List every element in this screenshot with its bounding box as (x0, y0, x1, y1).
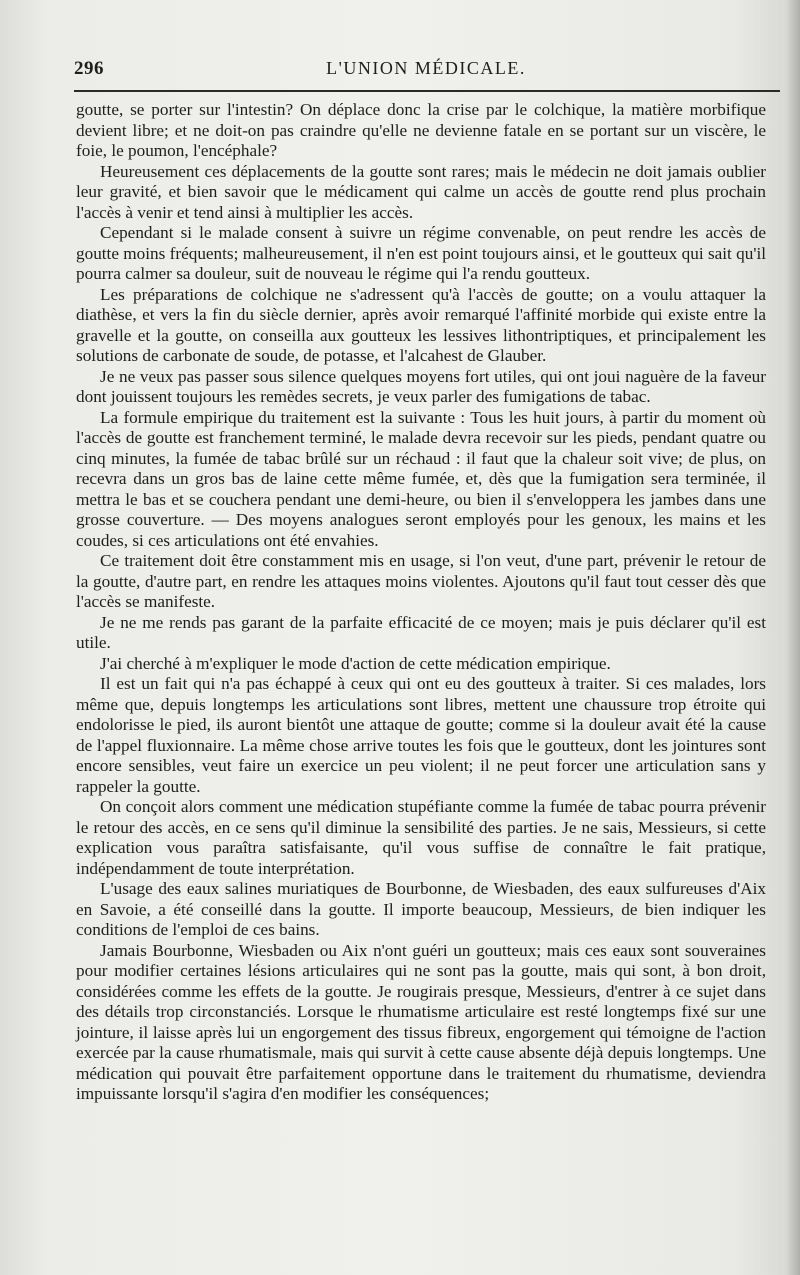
paragraph: Il est un fait qui n'a pas échappé à ceux qui ont eu des goutteux à traiter. Si ces malades, lors même que, depuis longtemps les articulations sont libres, mettent une chaussure trop étroite qui endolorisse le pied, ils auront bientôt une attaque de goutte; comme si la douleur avait été la cause de l'appel fluxionnaire. La même chose arrive toutes les fois que le goutteux, dont les jointures sont encore sensibles, veut faire un exercice un peu violent; il ne peut forcer une articulation sans y rappeler la goutte. (76, 674, 766, 796)
paragraph: Jamais Bourbonne, Wiesbaden ou Aix n'ont guéri un goutteux; mais ces eaux sont souveraines pour modifier certaines lésions articulaires qui ne sont pas la goutte, mais qui sont, à bon droit, considérées comme les effets de la goutte. Je rougirais presque, Messieurs, d'entrer à ce sujet dans des détails trop circonstanciés. Lorsque le rhumatisme articulaire est resté longtemps fixé sur une jointure, il laisse après lui un engorgement des tissus fibreux, engorgement qui témoigne de l'action exercée par la cause rhumatismale, mais qui survit à cette cause absente déjà depuis longtemps. Une médication qui pouvait être parfaitement opportune dans le traitement du rhumatisme, deviendra impuissante lorsqu'il s'agira d'en modifier les conséquences; (76, 940, 766, 1103)
paragraph: L'usage des eaux salines muriatiques de Bourbonne, de Wiesbaden, des eaux sulfureuses d'Aix en Savoie, a été conseillé dans la goutte. Il importe beaucoup, Messieurs, de bien indiquer les conditions de l'emploi de ces bains. (76, 879, 766, 939)
paragraph: Je ne veux pas passer sous silence quelques moyens fort utiles, qui ont joui naguère de la faveur dont jouissent toujours les remèdes secrets, je veux parler des fumigations de tabac. (76, 366, 766, 406)
page-number: 296 (74, 58, 104, 79)
journal-title: L'UNION MÉDICALE. (326, 58, 526, 78)
page-edge-shadow (786, 0, 800, 1275)
paragraph: Les préparations de colchique ne s'adressent qu'à l'accès de goutte; on a voulu attaquer la diathèse, et vers la fin du siècle dernier, après avoir remarqué l'affinité morbide qui existe entre la gravelle et la goutte, on conseilla aux goutteux les lessives lithontriptiques, et principalement les solutions de carbonate de soude, de potasse, et l'alcahest de Glauber. (76, 284, 766, 365)
header-rule (74, 90, 780, 92)
paragraph: goutte, se porter sur l'intestin? On déplace donc la crise par le colchique, la matière morbifique devient libre; et ne doit-on pas craindre qu'elle ne devienne fatale en se portant sur un viscère, le foie, le poumon, l'encéphale? (76, 100, 766, 160)
paragraph: Heureusement ces déplacements de la goutte sont rares; mais le médecin ne doit jamais oublier leur gravité, et bien savoir que le médicament qui calme un accès de goutte rend plus prochain l'accès à venir et tend ainsi à multiplier les accès. (76, 161, 766, 222)
paragraph: Je ne me rends pas garant de la parfaite efficacité de ce moyen; mais je puis déclarer qu'il est utile. (76, 612, 766, 652)
paragraph: On conçoit alors comment une médication stupéfiante comme la fumée de tabac pourra prévenir le retour des accès, en ce sens qu'il diminue la sensibilité des parties. Je ne sais, Messieurs, si cette explication vous paraîtra satisfaisante, qu'il vous suffise de connaître le fait pratique, indépendamment de toute interprétation. (76, 797, 766, 878)
paragraph: J'ai cherché à m'expliquer le mode d'action de cette médication empirique. (100, 653, 611, 673)
paragraph: Ce traitement doit être constamment mis en usage, si l'on veut, d'une part, prévenir le retour de la goutte, d'autre part, en rendre les attaques moins violentes. Ajoutons qu'il faut tout cesser dès que l'accès se manifeste. (76, 551, 766, 611)
paragraph: Cependant si le malade consent à suivre un régime convenable, on peut rendre les accès de goutte moins fréquents; malheureusement, il n'en est point toujours ainsi, et le goutteux qui sait qu'il pourra calmer sa douleur, suit de nouveau le régime qui l'a rendu goutteux. (76, 223, 766, 283)
running-head (74, 56, 778, 86)
paragraph: La formule empirique du traitement est la suivante : Tous les huit jours, à partir du moment où l'accès de goutte est franchement terminé, le malade devra recevoir sur les pieds, pendant quatre ou cinq minutes, la fumée de tabac brûlé sur un réchaud : il faut que la chaleur soit vive; de plus, on recevra dans un gros bas de laine cette même fumée, et, dès que la fumigation sera terminée, il mettra le bas et se couchera pendant une demi-heure, ou bien il s'enveloppera les jambes dans une grosse couverture. — Des moyens analogues seront employés pour les genoux, les mains et les coudes, si ces articulations ont été envahies. (76, 407, 766, 550)
body-text (76, 100, 766, 1105)
